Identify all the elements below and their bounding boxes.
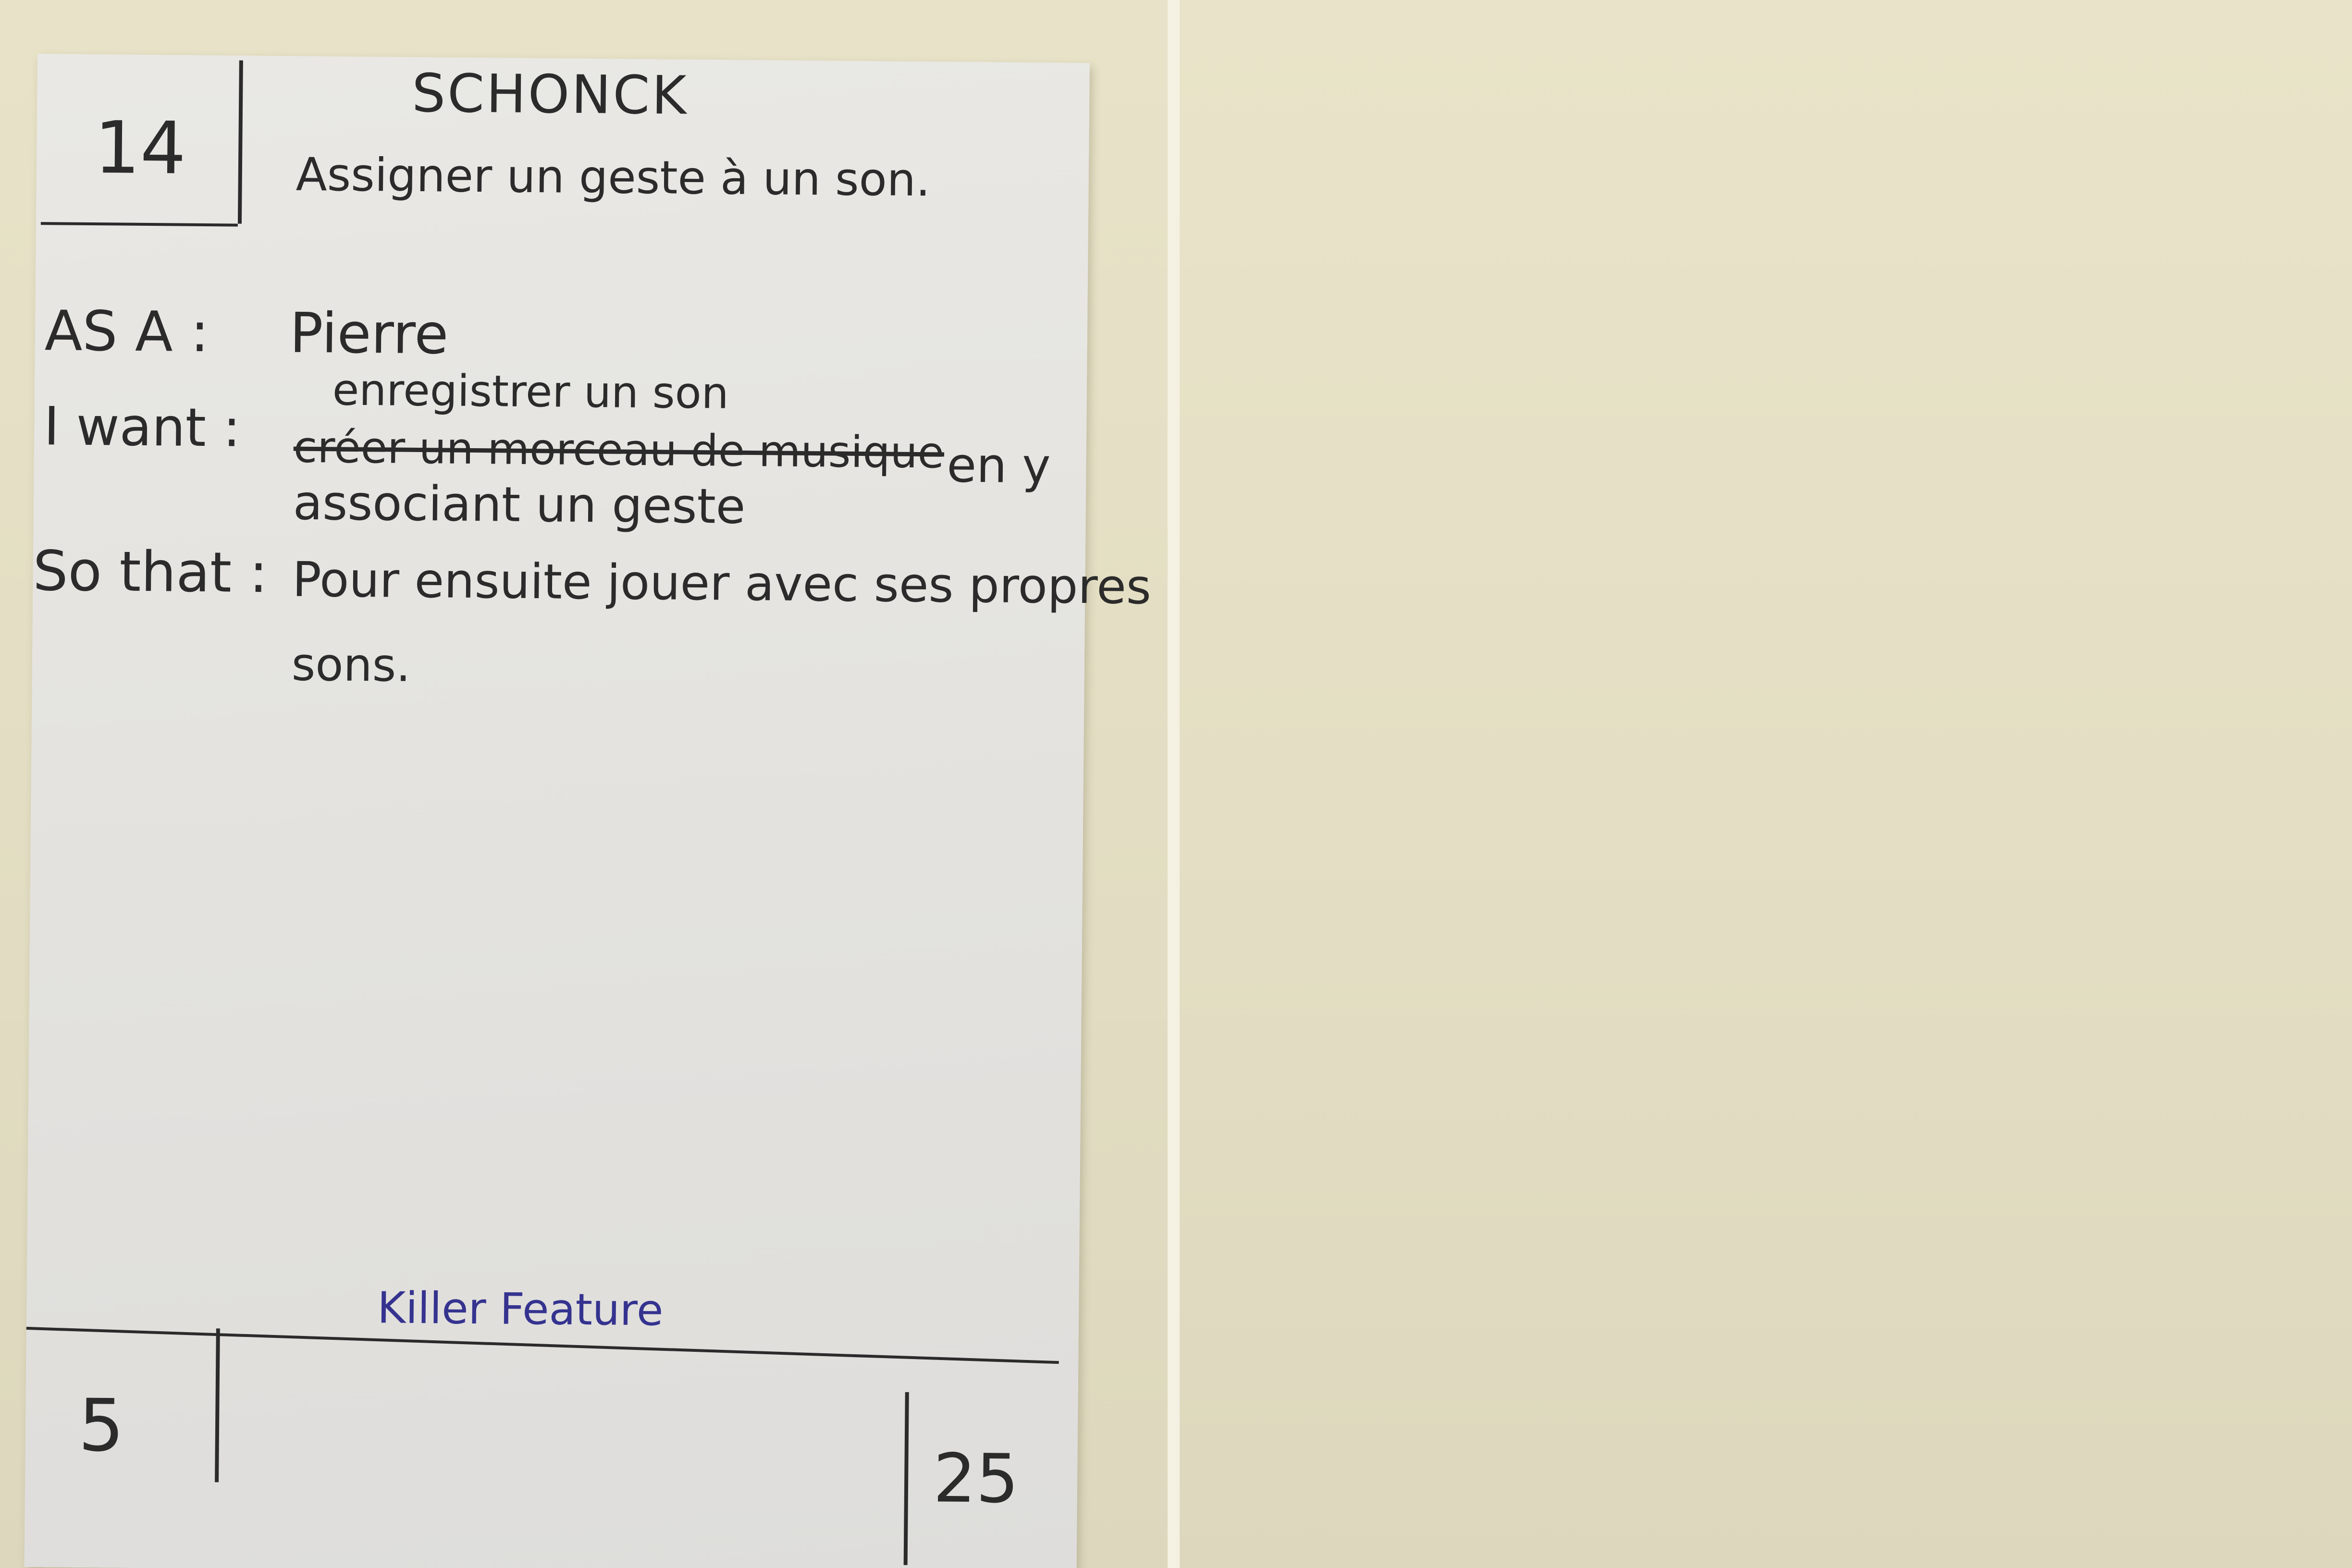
- so-that-line-2: sons.: [291, 638, 411, 692]
- so-that-line-1: Pour ensuite jouer avec ses propres: [292, 551, 1152, 615]
- i-want-rest-line-1: en y: [947, 437, 1051, 494]
- story-title: Assigner un geste à un son.: [296, 148, 931, 207]
- i-want-rest-line-2: associant un geste: [293, 474, 746, 535]
- project-name: SCHONCK: [411, 62, 689, 126]
- footer-divider-left: [215, 1328, 220, 1482]
- as-a-label: AS A :: [44, 299, 209, 365]
- as-a-value: Pierre: [289, 301, 449, 367]
- i-want-insert: enregistrer un son: [332, 365, 729, 419]
- i-want-label: I want :: [43, 395, 241, 459]
- bottom-left-value: 5: [78, 1384, 125, 1468]
- header-divider-vertical: [238, 61, 243, 224]
- bottom-right-value: 25: [933, 1439, 1020, 1519]
- story-number: 14: [94, 106, 186, 191]
- story-card-front: [25, 54, 1152, 1568]
- killer-feature-tag: Killer Feature: [377, 1283, 664, 1336]
- so-that-label: So that :: [33, 539, 268, 606]
- footer-divider-right: [904, 1392, 909, 1565]
- left-photo: [0, 0, 1168, 1568]
- header-divider-horizontal: [41, 222, 238, 227]
- i-want-struck-text: créer un morceau de musique: [293, 422, 945, 478]
- photo-separator: [1168, 0, 1180, 1568]
- right-photo: [1180, 0, 2352, 1568]
